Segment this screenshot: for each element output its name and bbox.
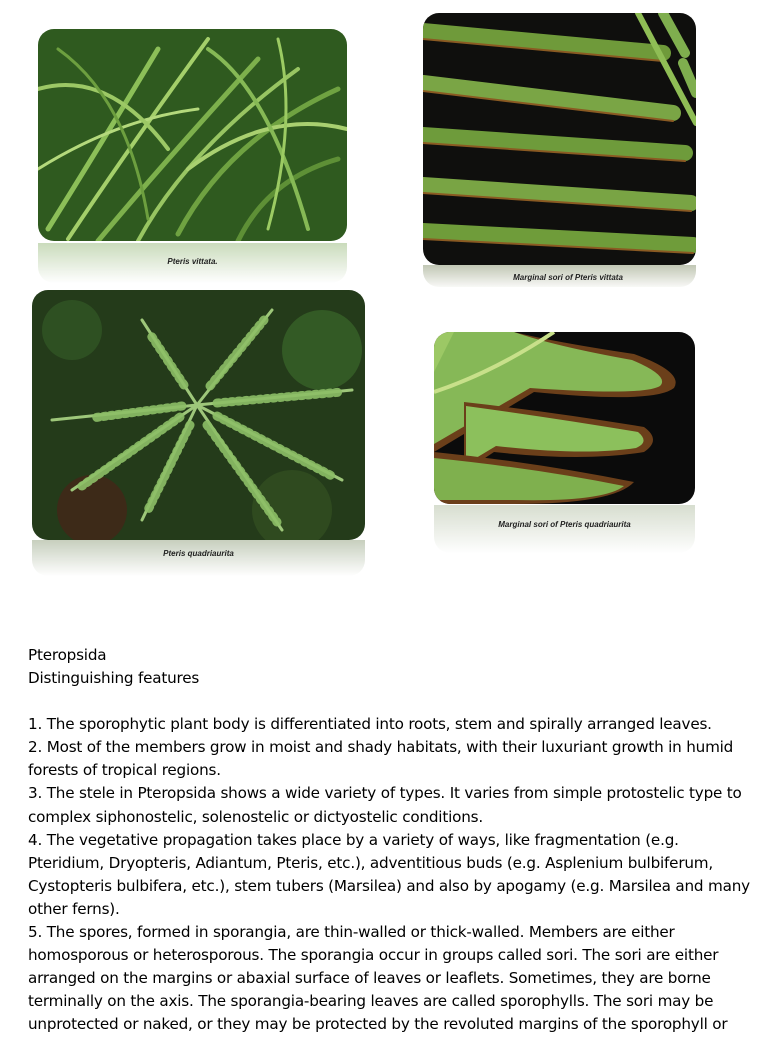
photo-pteris-quadriaurita — [32, 290, 365, 540]
caption-pteris-quadriaurita: Pteris quadriaurita — [163, 549, 234, 558]
spacer — [28, 690, 758, 713]
feature-point-2: 2. Most of the members grow in moist and shady habitats, with their luxuriant growth in humid forests of tropical regions. — [28, 738, 734, 780]
document-subtitle: Distinguishing features — [28, 669, 200, 688]
feature-point-3: 3. The stele in Pteropsida shows a wide variety of types. It varies from simple protostelic type to complex siphonostelic, solenostelic or dictyostelic conditions. — [28, 784, 742, 826]
feature-point-4: 4. The vegetative propagation takes place by a variety of ways, like fragmentation (e.g. Pteridium, Dryopteris, Adiantum, Pteris, etc.), adventitious buds (e.g. Asplenium bulbiferum, Cystopteris bulbifera, etc.), stem tubers (Marsilea) and also by apogamy (e.g. Marsilea and many other ferns). — [28, 830, 750, 918]
feature-point-5: 5. The spores, formed in sporangia, are thin-walled or thick-walled. Members are either homosporous or heterosporous. The sporangia occur in groups called sori. The sori are either arranged on the margins or abaxial surface of leaves or leaflets. Sometimes, they are borne terminally on the axis. The sporangia-bearing leaves are called sporophylls. The sori may be unprotected or naked, or they may be protected by the revoluted margins of the sporophyll or — [28, 923, 728, 1034]
photo-marginal-sori-pteris-quadriaurita — [434, 332, 695, 504]
caption-marginal-sori-pteris-quadriaurita: Marginal sori of Pteris quadriaurita — [498, 520, 631, 529]
feature-point-1: 1. The sporophytic plant body is differentiated into roots, stem and spirally arranged leaves. — [28, 715, 712, 734]
photo-pteris-quadriaurita-reflection — [32, 540, 365, 576]
document-title: Pteropsida — [28, 646, 107, 664]
photo-pteris-vittata — [38, 29, 347, 241]
document-body — [28, 644, 758, 1037]
caption-marginal-sori-pteris-vittata: Marginal sori of Pteris vittata — [513, 273, 623, 282]
photo-marginal-sori-pteris-vittata — [423, 13, 696, 265]
photo-marginal-sori-pteris-quadriaurita-reflection — [434, 505, 695, 553]
caption-pteris-vittata: Pteris vittata. — [167, 257, 218, 266]
